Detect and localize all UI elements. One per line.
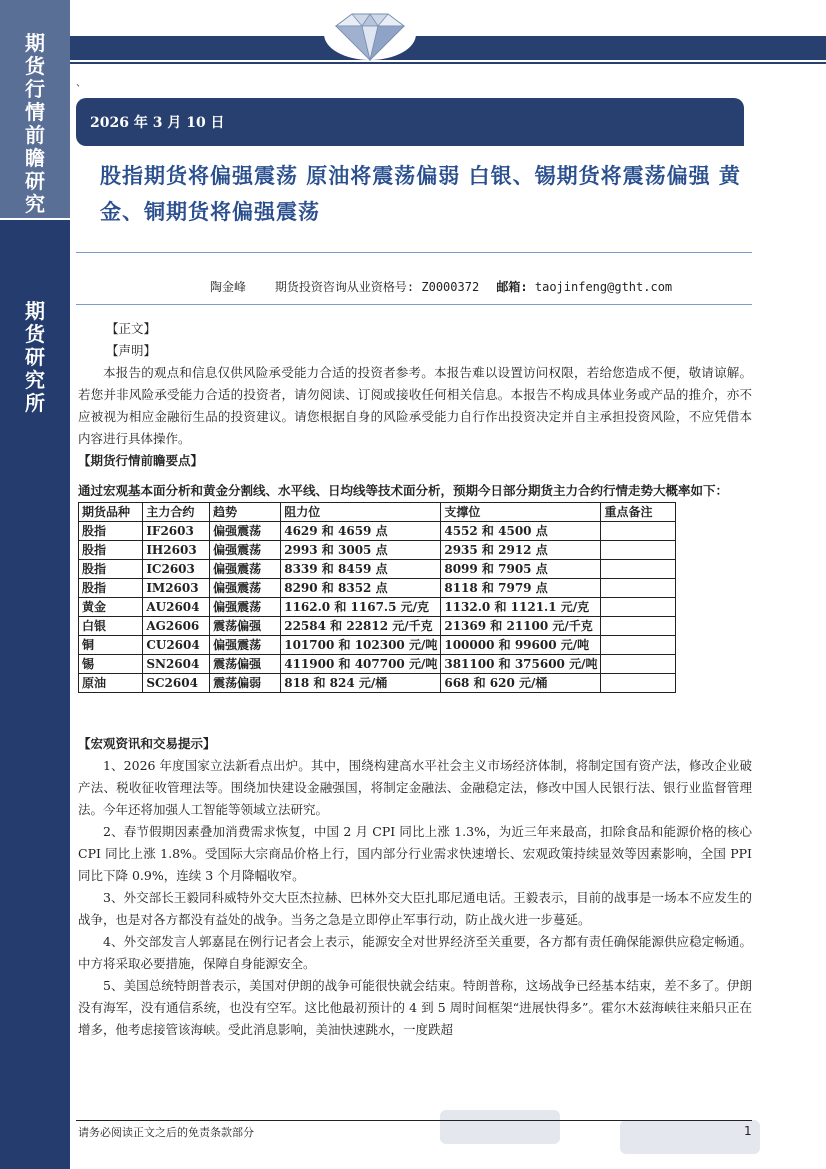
table-cell: AU2604 <box>143 598 210 617</box>
table-cell: 4552 和 4500 点 <box>441 522 601 541</box>
disclaimer-paragraph: 本报告的观点和信息仅供风险承受能力合适的投资者参考。本报告难以设置访问权限，若给您造成不便，敬请谅解。若您并非风险承受能力合适的投资者，请勿阅读、订阅或接收任何相关信息。本报告不构成具体业务或产品的推介，亦不应被视为相应金融衍生品的投资建议。请您根据自身的风险承受能力自行作出投资决定并自主承担投资风险，不应凭借本内容进行具体操作。 <box>78 365 752 446</box>
table-cell: 1132.0 和 1121.1 元/克 <box>441 598 601 617</box>
sidebar-char: 研 <box>25 169 45 193</box>
sidebar-char: 货 <box>25 322 45 346</box>
footer-rule <box>76 1120 752 1121</box>
table-cell: 101700 和 102300 元/吨 <box>281 636 441 655</box>
table-cell: 1162.0 和 1167.5 元/克 <box>281 598 441 617</box>
table-cell: 股指 <box>79 522 143 541</box>
tick-mark: 、 <box>76 78 86 89</box>
table-cell: 原油 <box>79 674 143 693</box>
title-separator <box>76 252 752 253</box>
table-cell: IC2603 <box>143 560 210 579</box>
table-cell <box>601 522 676 541</box>
sidebar-char: 研 <box>25 345 45 369</box>
label-main-text: 【正文】 <box>106 321 157 336</box>
table-cell: 震荡偏强 <box>210 617 281 636</box>
watermark-logo <box>420 1100 800 1160</box>
table-cell: 白银 <box>79 617 143 636</box>
sidebar-label-institute <box>0 300 70 415</box>
author-name: 陶金峰 <box>210 280 247 294</box>
table-row <box>79 541 676 560</box>
table-cell <box>601 579 676 598</box>
sidebar-char: 瞻 <box>25 146 45 170</box>
table-cell: 股指 <box>79 560 143 579</box>
macro-news-list <box>78 755 752 1041</box>
table-cell: 偏强震荡 <box>210 598 281 617</box>
author-qualification: 期货投资咨询从业资格号: Z0000372 <box>274 280 480 294</box>
sidebar-char: 货 <box>25 54 45 78</box>
header-bar <box>70 36 826 60</box>
table-cell: 100000 和 99600 元/吨 <box>441 636 601 655</box>
table-cell: 8099 和 7905 点 <box>441 560 601 579</box>
table-cell: SN2604 <box>143 655 210 674</box>
table-cell: 股指 <box>79 541 143 560</box>
table-cell: 2993 和 3005 点 <box>281 541 441 560</box>
header-bar-underline <box>70 62 826 64</box>
sidebar-char: 究 <box>25 368 45 392</box>
table-header-row <box>79 503 676 522</box>
table-row <box>79 655 676 674</box>
macro-heading: 【宏观资讯和交易提示】 <box>78 736 216 751</box>
list-item: 1、2026 年度国家立法新看点出炉。其中，围绕构建高水平社会主义市场经济体制，将制定国有资产法，修改企业破产法、税收征收管理法等。围绕加快建设金融强国，将制定金融法、金融稳定法，修改中国人民银行法、银行业监督管理法。今年还将加强人工智能等领域立法研究。 <box>78 758 752 817</box>
label-statement: 【声明】 <box>106 343 157 358</box>
table-cell: 381100 和 375600 元/吨 <box>441 655 601 674</box>
table-cell: 4629 和 4659 点 <box>281 522 441 541</box>
table-cell: 偏强震荡 <box>210 560 281 579</box>
table-header-cell: 阻力位 <box>281 503 441 522</box>
table-header-cell: 重点备注 <box>601 503 676 522</box>
table-cell <box>601 541 676 560</box>
table-cell: 震荡偏强 <box>210 655 281 674</box>
report-title: 股指期货将偏强震荡 原油将震荡偏弱 白银、锡期货将震荡偏强 黄金、铜期货将偏强震荡 <box>100 163 741 224</box>
author-separator <box>76 304 752 305</box>
table-header-cell: 期货品种 <box>79 503 143 522</box>
table-header-cell: 支撑位 <box>441 503 601 522</box>
sidebar <box>0 0 70 1169</box>
author-line <box>210 278 672 295</box>
table-cell <box>601 655 676 674</box>
table-cell <box>601 598 676 617</box>
table-cell <box>601 560 676 579</box>
list-item: 2、春节假期因素叠加消费需求恢复，中国 2 月 CPI 同比上涨 1.3%，为近三年来最高，扣除食品和能源价格的核心 CPI 同比上涨 1.8%。受国际大宗商品价格上行，国内部分行业需求快速增长、宏观政策持续显效等因素影响，全国 PPI 同比下降 0.9%，连续 3 个月降幅收窄。 <box>78 824 752 883</box>
table-cell: 偏强震荡 <box>210 636 281 655</box>
table-cell: 偏强震荡 <box>210 522 281 541</box>
table-cell: 锡 <box>79 655 143 674</box>
table-cell: 21369 和 21100 元/千克 <box>441 617 601 636</box>
forecast-intro: 通过宏观基本面分析和黄金分割线、水平线、日均线等技术面分析，预期今日部分期货主力合约行情走势大概率如下： <box>78 483 729 498</box>
email-label: 邮箱: <box>496 280 528 294</box>
table-cell: 818 和 824 元/桶 <box>281 674 441 693</box>
table-cell: 黄金 <box>79 598 143 617</box>
list-item: 3、外交部长王毅同科威特外交大臣杰拉赫、巴林外交大臣扎耶尼通电话。王毅表示，目前的战事是一场本不应发生的战争，也是对各方都没有益处的战争。当务之急是立即停止军事行动，防止战火进一步蔓延。 <box>78 890 752 927</box>
table-cell: CU2604 <box>143 636 210 655</box>
table-cell: 8290 和 8352 点 <box>281 579 441 598</box>
key-points-heading: 【期货行情前瞻要点】 <box>78 453 204 468</box>
table-row <box>79 636 676 655</box>
date-banner <box>76 98 744 146</box>
table-cell: 偏强震荡 <box>210 541 281 560</box>
sidebar-char: 期 <box>25 31 45 55</box>
sidebar-char: 所 <box>25 391 45 415</box>
table-row <box>79 617 676 636</box>
table-cell: IF2603 <box>143 522 210 541</box>
table-cell: IH2603 <box>143 541 210 560</box>
sidebar-char: 究 <box>25 192 45 216</box>
sidebar-label-forecast <box>0 32 70 216</box>
table-cell <box>601 617 676 636</box>
table-cell: 22584 和 22812 元/千克 <box>281 617 441 636</box>
table-cell: 8339 和 8459 点 <box>281 560 441 579</box>
sidebar-char: 情 <box>25 100 45 124</box>
table-cell: 668 和 620 元/桶 <box>441 674 601 693</box>
table-row <box>79 579 676 598</box>
report-body <box>78 318 752 1041</box>
page-number: 1 <box>744 1124 752 1138</box>
sidebar-char: 前 <box>25 123 45 147</box>
sidebar-char: 行 <box>25 77 45 101</box>
table-row <box>79 674 676 693</box>
table-cell: 震荡偏弱 <box>210 674 281 693</box>
table-header-cell: 主力合约 <box>143 503 210 522</box>
table-cell: 偏强震荡 <box>210 579 281 598</box>
table-cell <box>601 674 676 693</box>
table-cell: IM2603 <box>143 579 210 598</box>
list-item: 4、外交部发言人郭嘉昆在例行记者会上表示，能源安全对世界经济至关重要，各方都有责任确保能源供应稳定畅通。中方将采取必要措施，保障自身能源安全。 <box>78 934 752 971</box>
table-cell: 2935 和 2912 点 <box>441 541 601 560</box>
forecast-table <box>78 502 676 693</box>
table-cell: 8118 和 7979 点 <box>441 579 601 598</box>
report-date: 2026 年 3 月 10 日 <box>90 115 225 131</box>
table-cell <box>601 636 676 655</box>
table-cell: 股指 <box>79 579 143 598</box>
table-header-cell: 趋势 <box>210 503 281 522</box>
table-cell: AG2606 <box>143 617 210 636</box>
table-row <box>79 560 676 579</box>
author-email[interactable]: taojinfeng@gtht.com <box>534 280 673 294</box>
table-cell: 铜 <box>79 636 143 655</box>
table-row <box>79 522 676 541</box>
footer-disclaimer: 请务必阅读正文之后的免责条款部分 <box>78 1126 254 1139</box>
diamond-logo-icon <box>322 6 418 64</box>
table-cell: SC2604 <box>143 674 210 693</box>
sidebar-char: 期 <box>25 299 45 323</box>
table-cell: 411900 和 407700 元/吨 <box>281 655 441 674</box>
list-item: 5、美国总统特朗普表示，美国对伊朗的战争可能很快就会结束。特朗普称，这场战争已经基本结束，差不多了。伊朗没有海军，没有通信系统，也没有空军。这比他最初预计的 4 到 5 周时间框架“进展快得多”。霍尔木兹海峡往来船只正在增多，他考虑接管该海峡。受此消息影响，美油快速跳水，一度跌超 <box>78 978 752 1037</box>
table-row <box>79 598 676 617</box>
